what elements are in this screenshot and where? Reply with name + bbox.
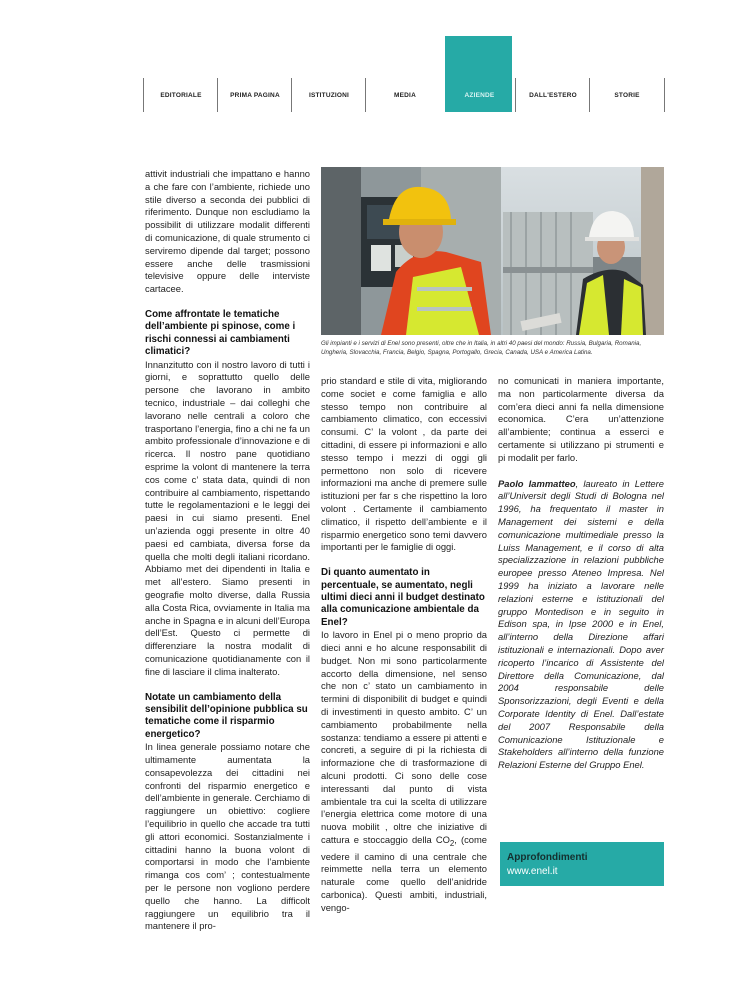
interview-question: Di quanto aumentato in percentuale, se aumentato, negli ultimi dieci anni il budget destinato alla comunicazione ambientale da Enel?: [321, 567, 485, 628]
paragraph: attivit industriali che impattano e hanno a che fare con l’ambiente, richiede uno stile diverso a seconda dei pubblici di riferimento. Dunque non escludiamo la possibilit di utilizzare modalit differenti di comunicazione, di quale strumento ci serviremo dipende dal target; possono essere anche delle trasmissioni televisive oppure delle interviste cartacee.: [145, 168, 310, 295]
paragraph: no comunicati in maniera importante, ma non particolarmente diversa da com’era dieci anni fa nella dimensione economica. C’era un’attenzione all’ambiente; continua a esserci e certamente si utilizzano pi strumenti e pi modalit per farlo.: [498, 375, 664, 463]
nav-item-storie[interactable]: STORIE: [589, 78, 665, 112]
paragraph: [321, 629, 487, 914]
workers-at-power-plant-image: [321, 167, 664, 335]
article-column-2: [321, 375, 487, 915]
further-reading-box: [500, 842, 664, 886]
nav-item-istituzioni[interactable]: ISTITUZIONI: [291, 78, 366, 112]
paragraph-text: , (come vedere il camino di una centrale che reimmette nella terra un elemento naturale come quello dell’anidride carbonica). Questi ambiti, industriali, vengo-: [321, 833, 487, 913]
nav-item-editoriale[interactable]: EDITORIALE: [143, 78, 218, 112]
interview-question: Notate un cambiamento della sensibilit dell’opinione pubblica su tematiche come il risparmio energetico?: [145, 691, 308, 740]
nav-item-media[interactable]: MEDIA: [365, 78, 444, 112]
author-bio-text: , laureato in Lettere all’Universit degli Studi di Bologna nel 1996, ha frequentato il master in Management dei sistemi e della comunicazione multimediale presso la Luiss Management, e il corso di alta specializzazione in relazioni pubbliche europee presso Ateneo Impresa. Nel 1999 ha iniziato a lavorare nelle relazioni esterne e istituzionali del gruppo Montedison e in seguito in Edison spa, in Ipse 2000 e in Enel, all’interno della Direzione affari istituzionali e internazionali. Dopo aver ricoperto l’incarico di Assistente del Direttore della Comunicazione, dal 2004 responsabile delle Sponsorizzazioni, degli Eventi e della Corporate Identity di Enel. Dall’estate del 2007 Responsabile della Comunicazione Istituzionale e Stakeholders all’interno della funzione Relazioni Esterne del Gruppo Enel.: [498, 477, 664, 771]
author-bio: [498, 478, 664, 772]
article-column-3: [498, 375, 664, 772]
website-link[interactable]: www.enel.it: [507, 866, 558, 877]
article-column-1: [145, 168, 310, 933]
nav-item-dall-estero[interactable]: DALL'ESTERO: [515, 78, 590, 112]
paragraph-text: Io lavoro in Enel pi o meno proprio da dieci anni e ho alcune responsabilit di budget. Non mi sono particolarmente accorto della dimensione, nel senso che non c’ stato un cambiamento in termini di disponibilit di budget e quindi di investimenti in questo ambito. C’ un cambiamento probabilmente nella sostanza: tendiamo a essere pi attenti e concreti, a seguire di pi la richiesta di informazione che di trasformazione di alcuni prodotti. Ci sono delle cose interessanti dal punto di vista ambientale tra cui la scelta di utilizzare l’energia elettrica come motore di una nuova mobilit , oltre che iniziative di cattura e stoccaggio della CO: [321, 629, 487, 845]
paragraph: Innanzitutto con il nostro lavoro di tutti i giorni, e soprattutto quello delle persone che lavorano in ambito tecnico, industriale – dai colleghi che lavorano nelle centrali a coloro che trasportano l’energia, fino a chi ne fa un ambito professionale d’innovazione e di ricerca. Il nostro pane quotidiano esprime la volont di mantenere la terra cos come c’ stata data, quindi di non contribuire al cambiamento, rispettando tutte le regolamentazioni e le leggi dei paesi in cui siamo presenti. Enel un’azienda oggi presente in oltre 40 paesi ed cambiata, diversa forse da quella che molti degli italiani ricordano. Abbiamo met dei dipendenti in Italia e met all’estero. Siamo presenti in geografie molto diverse, dalla Russia alla Costa Rica, ovviamente in Italia ma anche in Spagna e in alcuni dell’Europa dell’Est. Questo ci permette di differenziare la nostra modalit di comunicazione quotidianamente con il fine di lasciare il clima inalterato.: [145, 358, 310, 677]
paragraph: In linea generale possiamo notare che ultimamente aumentata la consapevolezza dei cittadini nei confronti del risparmio energetico e dell’ambiente in generale. Cerchiamo di raggiungere un obiettivo: cogliere l’equilibrio in quello che accade tra tutti gli attori economici. Sostanzialmente i cittadini hanno la buona volont di comportarsi in modo che l’ambiente rimanga cos com’ ; contestualmente per le persone non vogliono perdere quello che hanno. La difficolt raggiungere un equilibrio tra il mantenere il pro-: [145, 741, 310, 932]
interview-question: Come affrontate le tematiche dell’ambiente pi spinose, come i rischi connessi ai cambiamenti climatici?: [145, 308, 296, 358]
section-nav: [143, 78, 665, 112]
nav-item-aziende[interactable]: AZIENDE: [445, 78, 513, 112]
photo-caption: Gli impianti e i servizi di Enel sono presenti, oltre che in Italia, in altri 40 paesi del mondo: Russia, Bulgaria, Romania, Ungheria, Slovacchia, Francia, Belgio, Spagna, Portogallo, Grecia, Canada, USA e America Latina.: [321, 340, 642, 356]
nav-item-prima-pagina[interactable]: PRIMA PAGINA: [217, 78, 292, 112]
subscript: 2: [449, 838, 455, 848]
further-reading-title: Approfondimenti: [507, 852, 588, 863]
author-name: Paolo Iammatteo: [498, 477, 576, 489]
paragraph: prio standard e stile di vita, migliorando come societ e come famiglia e allo stesso tempo non contribuire al cambiamento climatico, con eccessivi consumi. C’ la volont , da parte dei cittadini, di essere pi informazioni e allo stesso tempo i mezzi di oggi gli permettono non solo di ricevere informazioni ma anche di premere sulle istituzioni per far s che rispettino la loro volont . Certamente il cambiamento climatico, il rispetto dell’ambiente e il risparmio energetico sono temi davvero importanti per le famiglie di oggi.: [321, 375, 487, 553]
